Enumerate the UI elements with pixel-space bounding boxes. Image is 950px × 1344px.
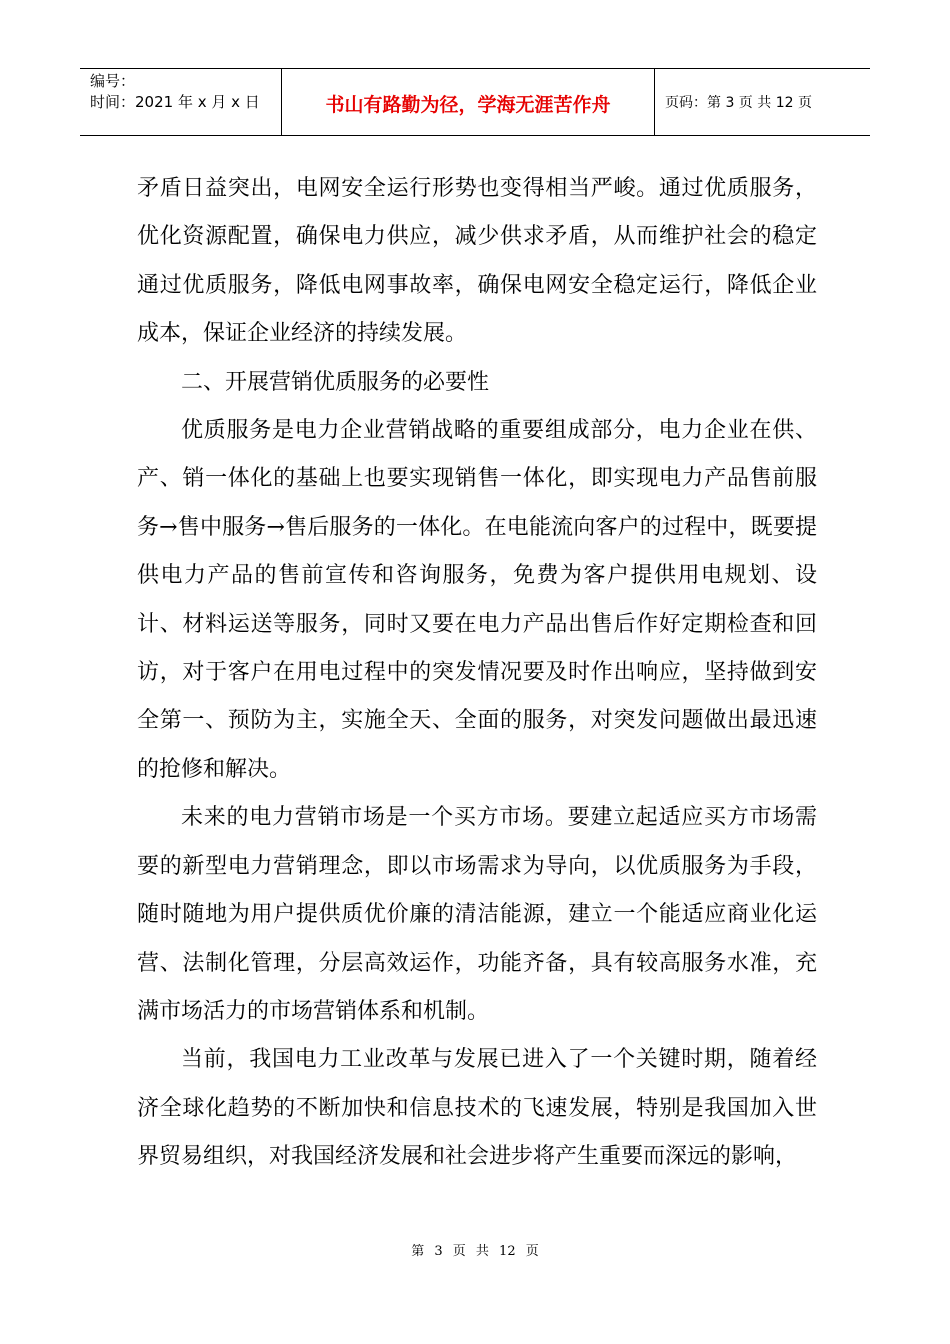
header-page-info: 页码：第 3 页 共 12 页	[665, 95, 812, 111]
page-header	[80, 68, 870, 136]
header-meta	[80, 69, 282, 135]
document-body	[137, 165, 817, 1182]
paragraph-continuation: 矛盾日益突出，电网安全运行形势也变得相当严峻。通过优质服务，优化资源配置，确保电力供应，减少供求矛盾，从而维护社会的稳定通过优质服务，降低电网事故率，确保电网安全稳定运行，降低企业成本，保证企业经济的持续发展。	[137, 176, 817, 347]
paragraph: 当前，我国电力工业改革与发展已进入了一个关键时期，随着经济全球化趋势的不断加快和信息技术的飞速发展，特别是我国加入世界贸易组织，对我国经济发展和社会进步将产生重要而深远的影响，	[137, 1047, 817, 1170]
paragraph: 未来的电力营销市场是一个买方市场。要建立起适应买方市场需要的新型电力营销理念，即以市场需求为导向，以优质服务为手段，随时随地为用户提供质优价廉的清洁能源，建立一个能适应商业化运营、法制化管理，分层高效运作，功能齐备，具有较高服务水准，充满市场活力的市场营销体系和机制。	[137, 805, 817, 1024]
page-footer: 第 3 页 共 12 页	[411, 1244, 539, 1259]
header-motto: 书山有路勤为径，学海无涯苦作舟	[282, 69, 655, 135]
paragraph: 优质服务是电力企业营销战略的重要组成部分，电力企业在供、产、销一体化的基础上也要实现销售一体化，即实现电力产品售前服务→售中服务→售后服务的一体化。在电能流向客户的过程中，既要提供电力产品的售前宣传和咨询服务，免费为客户提供用电规划、设计、材料运送等服务，同时又要在电力产品出售后作好定期检查和回访，对于客户在用电过程中的突发情况要及时作出响应，坚持做到安全第一、预防为主，实施全天、全面的服务，对突发问题做出最迅速的抢修和解决。	[137, 418, 817, 782]
date-label: 时间：2021 年 x 月 x 日	[90, 93, 260, 111]
section-heading: 二、开展营销优质服务的必要性	[181, 369, 490, 395]
serial-number-label: 编号：	[90, 72, 136, 90]
